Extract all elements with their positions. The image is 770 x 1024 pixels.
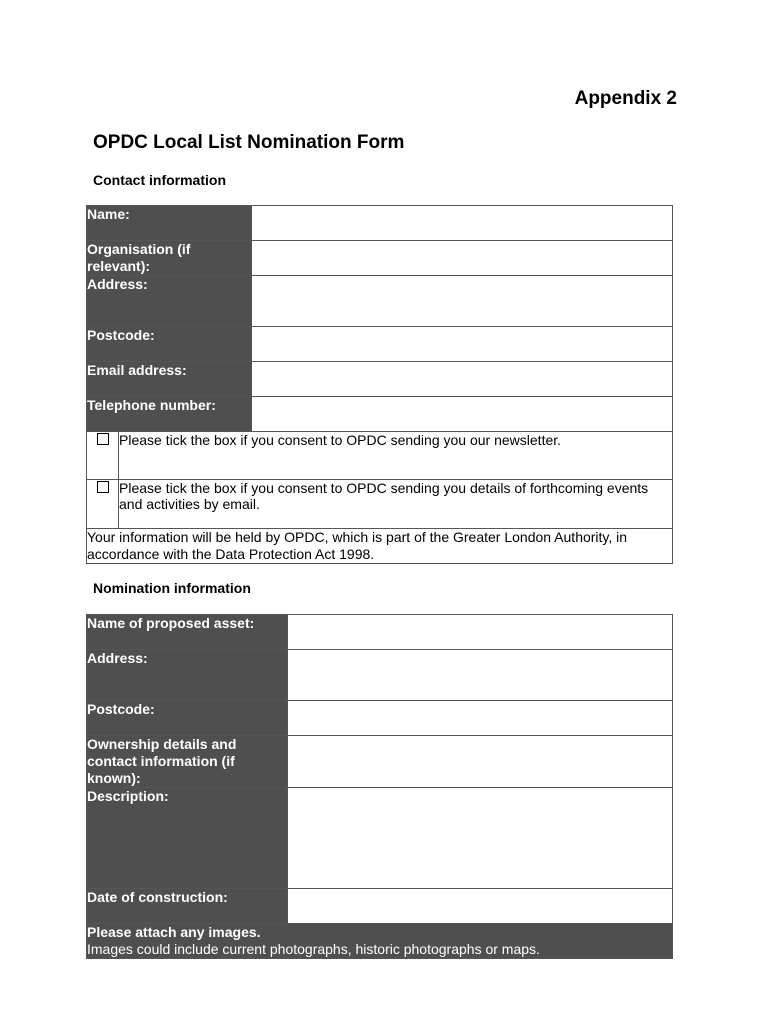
email-label: Email address: (87, 362, 252, 397)
events-consent-checkbox[interactable] (97, 481, 109, 493)
nomination-row-postcode (87, 701, 673, 736)
postcode-label: Postcode: (87, 327, 252, 362)
contact-section-heading: Contact information (93, 172, 226, 188)
newsletter-tick-cell (87, 432, 119, 480)
contact-row-telephone (87, 397, 673, 432)
nomination-row-asset-name (87, 615, 673, 650)
contact-row-email (87, 362, 673, 397)
newsletter-consent-checkbox[interactable] (97, 433, 109, 445)
organisation-label: Organisation (if relevant): (87, 241, 252, 276)
attach-images-row (87, 924, 673, 959)
postcode-field[interactable] (252, 327, 673, 362)
consent-row-events (87, 480, 673, 529)
events-tick-cell (87, 480, 119, 529)
asset-address-label: Address: (87, 650, 288, 701)
construction-date-field[interactable] (288, 889, 673, 924)
description-label: Description: (87, 788, 288, 889)
organisation-field[interactable] (252, 241, 673, 276)
newsletter-consent-text: Please tick the box if you consent to OPDC sending you our newsletter. (119, 432, 673, 480)
telephone-label: Telephone number: (87, 397, 252, 432)
name-label: Name: (87, 206, 252, 241)
telephone-field[interactable] (252, 397, 673, 432)
data-notice-row (87, 529, 673, 564)
asset-name-label: Name of proposed asset: (87, 615, 288, 650)
attach-images-title: Please attach any images. (87, 924, 261, 940)
email-field[interactable] (252, 362, 673, 397)
appendix-label: Appendix 2 (574, 88, 677, 109)
ownership-label: Ownership details and contact information (if known): (87, 736, 288, 788)
ownership-field[interactable] (288, 736, 673, 788)
data-protection-notice: Your information will be held by OPDC, which is part of the Greater London Authority, in accordance with the Data Protection Act 1998. (87, 529, 673, 564)
address-field[interactable] (252, 276, 673, 327)
nomination-section-heading: Nomination information (93, 580, 251, 596)
attach-images-cell (87, 924, 673, 959)
address-label: Address: (87, 276, 252, 327)
contact-row-postcode (87, 327, 673, 362)
nomination-row-address (87, 650, 673, 701)
contact-row-organisation (87, 241, 673, 276)
description-field[interactable] (288, 788, 673, 889)
name-field[interactable] (252, 206, 673, 241)
contact-row-name (87, 206, 673, 241)
events-consent-text: Please tick the box if you consent to OPDC sending you details of forthcoming events and activities by email. (119, 480, 673, 529)
construction-date-label: Date of construction: (87, 889, 288, 924)
nomination-row-ownership (87, 736, 673, 788)
asset-name-field[interactable] (288, 615, 673, 650)
nomination-information-table (86, 614, 673, 959)
contact-row-address (87, 276, 673, 327)
nomination-row-date (87, 889, 673, 924)
asset-postcode-label: Postcode: (87, 701, 288, 736)
consent-row-newsletter (87, 432, 673, 480)
asset-postcode-field[interactable] (288, 701, 673, 736)
contact-information-table (86, 205, 673, 564)
attach-images-text: Images could include current photographs, historic photographs or maps. (87, 941, 540, 957)
nomination-row-description (87, 788, 673, 889)
asset-address-field[interactable] (288, 650, 673, 701)
form-title: OPDC Local List Nomination Form (93, 132, 405, 153)
